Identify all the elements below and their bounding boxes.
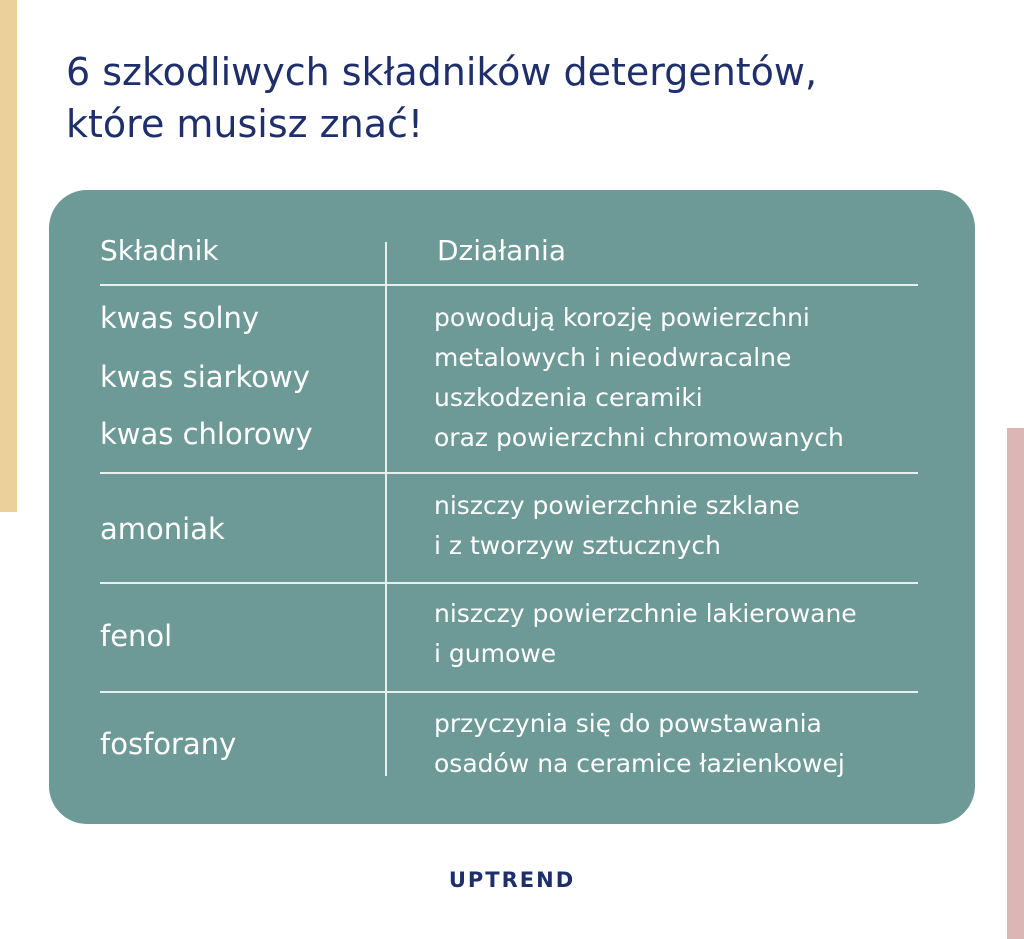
- ingredient-name: kwas chlorowy: [100, 417, 313, 451]
- action-line: metalowych i nieodwracalne: [434, 343, 792, 372]
- ingredient-name: kwas siarkowy: [100, 360, 310, 394]
- header-actions: Działania: [437, 234, 566, 267]
- ingredients-table: [49, 190, 975, 824]
- action-line: osadów na ceramice łazienkowej: [434, 749, 845, 778]
- ingredient-actions: [434, 298, 844, 458]
- title-line-1: 6 szkodliwych składników detergentów,: [66, 50, 818, 94]
- ingredient-actions: [434, 486, 800, 566]
- action-line: niszczy powierzchnie lakierowane: [434, 599, 857, 628]
- right-accent-bar: [1007, 428, 1024, 939]
- row-divider: [100, 472, 918, 474]
- action-line: przyczynia się do powstawania: [434, 709, 822, 738]
- row-divider: [100, 582, 918, 584]
- title-line-2: które musisz znać!: [66, 102, 424, 146]
- action-line: oraz powierzchni chromowanych: [434, 423, 844, 452]
- left-accent-bar: [0, 0, 17, 512]
- row-divider: [100, 284, 918, 286]
- ingredient-actions: [434, 594, 857, 674]
- ingredient-name: amoniak: [100, 512, 225, 546]
- action-line: powodują korozję powierzchni: [434, 303, 810, 332]
- column-divider: [385, 242, 387, 776]
- brand-logo: UPTREND: [448, 868, 576, 892]
- action-line: uszkodzenia ceramiki: [434, 383, 703, 412]
- action-line: i z tworzyw sztucznych: [434, 531, 721, 560]
- ingredient-name: fosforany: [100, 727, 237, 761]
- action-line: niszczy powierzchnie szklane: [434, 491, 800, 520]
- ingredient-name: fenol: [100, 619, 173, 653]
- ingredient-name: kwas solny: [100, 301, 260, 335]
- row-divider: [100, 691, 918, 693]
- page-title: [66, 46, 986, 150]
- action-line: i gumowe: [434, 639, 557, 668]
- header-ingredient: Składnik: [100, 234, 219, 267]
- ingredient-actions: [434, 704, 845, 784]
